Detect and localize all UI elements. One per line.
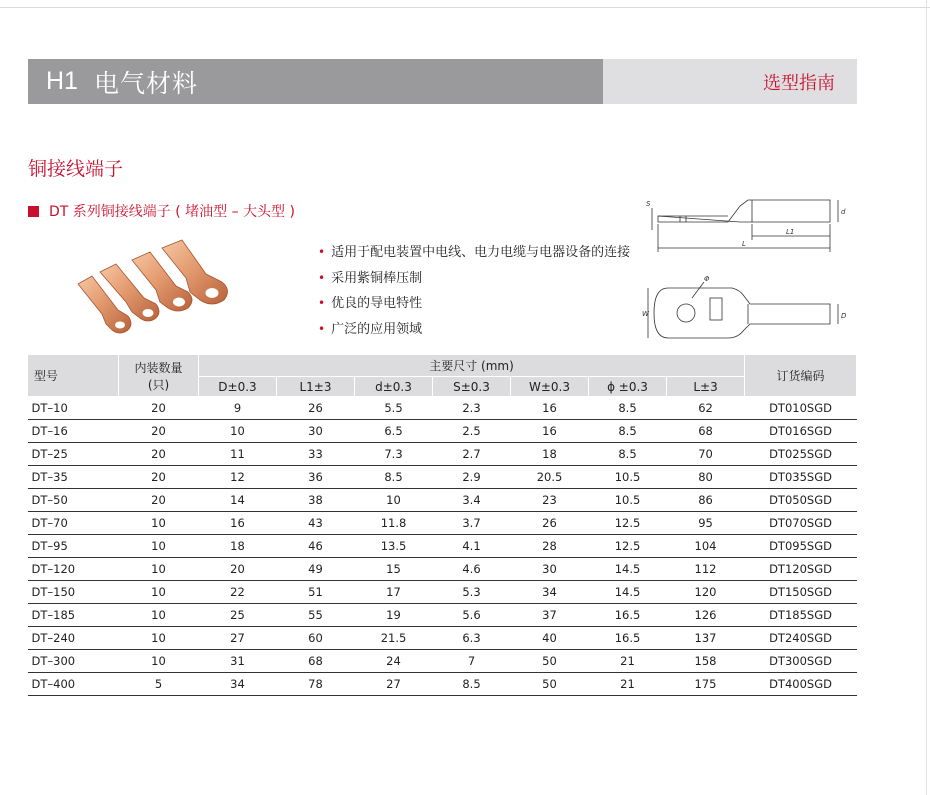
cell-order-code: DT070SGD [745, 512, 857, 535]
table-cell: 24 [355, 650, 433, 673]
feature-item: • 采用紫铜棒压制 [318, 266, 630, 292]
section-title: 铜接线端子 [28, 158, 124, 180]
cell-order-code: DT120SGD [745, 558, 857, 581]
cell-model: DT–16 [28, 420, 119, 443]
table-cell: 20 [199, 558, 277, 581]
table-cell: 12.5 [589, 535, 667, 558]
cell-model: DT–10 [28, 397, 119, 420]
header-dim-col: L1±3 [277, 377, 355, 397]
table-cell: 26 [277, 397, 355, 420]
table-cell: 49 [277, 558, 355, 581]
table-cell: 31 [199, 650, 277, 673]
table-cell: 10.5 [589, 489, 667, 512]
table-cell: 33 [277, 443, 355, 466]
cell-model: DT–150 [28, 581, 119, 604]
cell-order-code: DT010SGD [745, 397, 857, 420]
table-cell: 5.3 [433, 581, 511, 604]
table-cell: 8.5 [589, 420, 667, 443]
bullet-icon: • [318, 270, 326, 285]
selection-guide-label: 选型指南 [763, 72, 835, 94]
table-cell: 5.6 [433, 604, 511, 627]
table-cell: 16 [199, 512, 277, 535]
bullet-icon: • [318, 321, 326, 336]
table-cell: 18 [511, 443, 589, 466]
table-cell: 15 [355, 558, 433, 581]
feature-item: • 适用于配电装置中电线、电力电缆与电器设备的连接 [318, 240, 630, 266]
table-cell: 10 [119, 558, 199, 581]
table-cell: 12.5 [589, 512, 667, 535]
table-cell: 86 [667, 489, 745, 512]
table-cell: 38 [277, 489, 355, 512]
bullet-icon: • [318, 296, 326, 310]
table-cell: 10 [119, 627, 199, 650]
copper-lug-photo [70, 232, 240, 342]
bullet-icon: • [318, 245, 326, 259]
dim-label-big-d: D [841, 312, 847, 320]
cell-model: DT–120 [28, 558, 119, 581]
cell-model: DT–70 [28, 512, 119, 535]
header-dim-col: ϕ ±0.3 [589, 377, 667, 397]
table-cell: 6.5 [355, 420, 433, 443]
cell-order-code: DT035SGD [745, 466, 857, 489]
table-cell: 8.5 [433, 673, 511, 696]
table-cell: 8.5 [589, 443, 667, 466]
table-cell: 9 [199, 397, 277, 420]
cell-model: DT–400 [28, 673, 119, 696]
table-cell: 112 [667, 558, 745, 581]
dim-label-w: W [642, 310, 649, 318]
cell-order-code: DT095SGD [745, 535, 857, 558]
table-cell: 20 [119, 420, 199, 443]
table-row [28, 627, 857, 650]
cell-model: DT–185 [28, 604, 119, 627]
header-model: 型号 [28, 355, 119, 397]
header-quantity: 内装数量 (只) [119, 355, 199, 397]
table-row [28, 512, 857, 535]
cell-order-code: DT150SGD [745, 581, 857, 604]
table-cell: 21.5 [355, 627, 433, 650]
dim-label-s: S [646, 200, 651, 208]
table-cell: 10 [119, 581, 199, 604]
table-row [28, 558, 857, 581]
table-row [28, 489, 857, 512]
table-cell: 10 [119, 650, 199, 673]
table-cell: 16 [511, 420, 589, 443]
table-row [28, 650, 857, 673]
cell-order-code: DT240SGD [745, 627, 857, 650]
category-banner [28, 59, 857, 104]
product-series-title [28, 201, 295, 221]
top-view-drawing [640, 268, 860, 348]
table-cell: 68 [277, 650, 355, 673]
table-cell: 51 [277, 581, 355, 604]
table-cell: 7 [433, 650, 511, 673]
table-cell: 4.6 [433, 558, 511, 581]
table-cell: 2.7 [433, 443, 511, 466]
table-cell: 25 [199, 604, 277, 627]
table-cell: 14.5 [589, 558, 667, 581]
table-cell: 20 [119, 466, 199, 489]
dim-label-d: d [841, 208, 846, 216]
table-cell: 2.9 [433, 466, 511, 489]
table-cell: 18 [199, 535, 277, 558]
table-cell: 10.5 [589, 466, 667, 489]
table-cell: 11 [199, 443, 277, 466]
table-cell: 30 [511, 558, 589, 581]
table-cell: 10 [119, 604, 199, 627]
table-cell: 20 [119, 489, 199, 512]
table-cell: 50 [511, 673, 589, 696]
table-cell: 17 [355, 581, 433, 604]
table-cell: 5 [119, 673, 199, 696]
table-cell: 28 [511, 535, 589, 558]
cell-order-code: DT016SGD [745, 420, 857, 443]
table-cell: 126 [667, 604, 745, 627]
cell-model: DT–35 [28, 466, 119, 489]
table-cell: 137 [667, 627, 745, 650]
header-main-dimensions: 主要尺寸 (mm) [199, 355, 745, 377]
table-cell: 60 [277, 627, 355, 650]
table-cell: 8.5 [589, 397, 667, 420]
table-cell: 20.5 [511, 466, 589, 489]
cell-order-code: DT025SGD [745, 443, 857, 466]
table-cell: 20 [119, 397, 199, 420]
table-cell: 10 [119, 535, 199, 558]
cell-model: DT–240 [28, 627, 119, 650]
table-cell: 50 [511, 650, 589, 673]
cell-order-code: DT185SGD [745, 604, 857, 627]
table-cell: 14.5 [589, 581, 667, 604]
table-cell: 8.5 [355, 466, 433, 489]
table-cell: 14 [199, 489, 277, 512]
table-cell: 10 [199, 420, 277, 443]
table-row [28, 673, 857, 696]
table-cell: 3.7 [433, 512, 511, 535]
table-cell: 11.8 [355, 512, 433, 535]
table-cell: 4.1 [433, 535, 511, 558]
table-cell: 21 [589, 650, 667, 673]
table-cell: 104 [667, 535, 745, 558]
table-row [28, 604, 857, 627]
dim-label-l: L [742, 240, 746, 248]
table-cell: 5.5 [355, 397, 433, 420]
table-cell: 22 [199, 581, 277, 604]
banner-guide-area [603, 59, 857, 104]
table-cell: 12 [199, 466, 277, 489]
table-row [28, 535, 857, 558]
table-cell: 175 [667, 673, 745, 696]
table-row [28, 581, 857, 604]
table-cell: 62 [667, 397, 745, 420]
table-row [28, 397, 857, 420]
side-view-drawing [640, 188, 860, 258]
right-divider [926, 0, 927, 795]
table-cell: 2.5 [433, 420, 511, 443]
table-cell: 20 [119, 443, 199, 466]
spec-table [27, 354, 857, 696]
table-cell: 16.5 [589, 627, 667, 650]
cell-order-code: DT300SGD [745, 650, 857, 673]
feature-item: • 广泛的应用领域 [318, 317, 630, 343]
table-cell: 2.3 [433, 397, 511, 420]
header-dim-col: S±0.3 [433, 377, 511, 397]
feature-item: • 优良的导电特性 [318, 291, 630, 317]
table-cell: 43 [277, 512, 355, 535]
red-square-icon [28, 206, 39, 217]
header-dim-col: W±0.3 [511, 377, 589, 397]
table-cell: 27 [199, 627, 277, 650]
table-cell: 27 [355, 673, 433, 696]
cell-order-code: DT400SGD [745, 673, 857, 696]
cell-model: DT–95 [28, 535, 119, 558]
table-cell: 55 [277, 604, 355, 627]
banner-title: 电气材料 [93, 68, 198, 98]
table-cell: 16 [511, 397, 589, 420]
table-cell: 36 [277, 466, 355, 489]
table-cell: 37 [511, 604, 589, 627]
table-cell: 34 [199, 673, 277, 696]
header-dim-col: D±0.3 [199, 377, 277, 397]
table-row [28, 443, 857, 466]
header-dim-col: L±3 [667, 377, 745, 397]
table-cell: 78 [277, 673, 355, 696]
table-cell: 7.3 [355, 443, 433, 466]
table-cell: 21 [589, 673, 667, 696]
table-cell: 34 [511, 581, 589, 604]
table-cell: 120 [667, 581, 745, 604]
cell-model: DT–50 [28, 489, 119, 512]
table-row [28, 420, 857, 443]
top-divider [0, 7, 930, 8]
table-cell: 3.4 [433, 489, 511, 512]
table-cell: 70 [667, 443, 745, 466]
table-cell: 46 [277, 535, 355, 558]
table-cell: 68 [667, 420, 745, 443]
dim-label-l1: L1 [786, 228, 795, 236]
feature-list [318, 240, 630, 342]
table-cell: 158 [667, 650, 745, 673]
table-cell: 26 [511, 512, 589, 535]
header-dim-col: d±0.3 [355, 377, 433, 397]
cell-model: DT–25 [28, 443, 119, 466]
table-cell: 30 [277, 420, 355, 443]
cell-model: DT–300 [28, 650, 119, 673]
table-row [28, 466, 857, 489]
table-cell: 13.5 [355, 535, 433, 558]
table-cell: 19 [355, 604, 433, 627]
product-series-label: DT 系列铜接线端子 ( 堵油型 – 大头型 ) [49, 204, 295, 220]
table-cell: 10 [355, 489, 433, 512]
table-cell: 10 [119, 512, 199, 535]
table-cell: 40 [511, 627, 589, 650]
table-cell: 6.3 [433, 627, 511, 650]
table-cell: 16.5 [589, 604, 667, 627]
cell-order-code: DT050SGD [745, 489, 857, 512]
dim-label-phi: Φ [704, 275, 710, 283]
header-order-code: 订货编码 [745, 355, 857, 397]
table-cell: 23 [511, 489, 589, 512]
table-cell: 80 [667, 466, 745, 489]
table-cell: 95 [667, 512, 745, 535]
banner-code: H1 [46, 67, 78, 95]
banner-title-area [28, 59, 603, 104]
